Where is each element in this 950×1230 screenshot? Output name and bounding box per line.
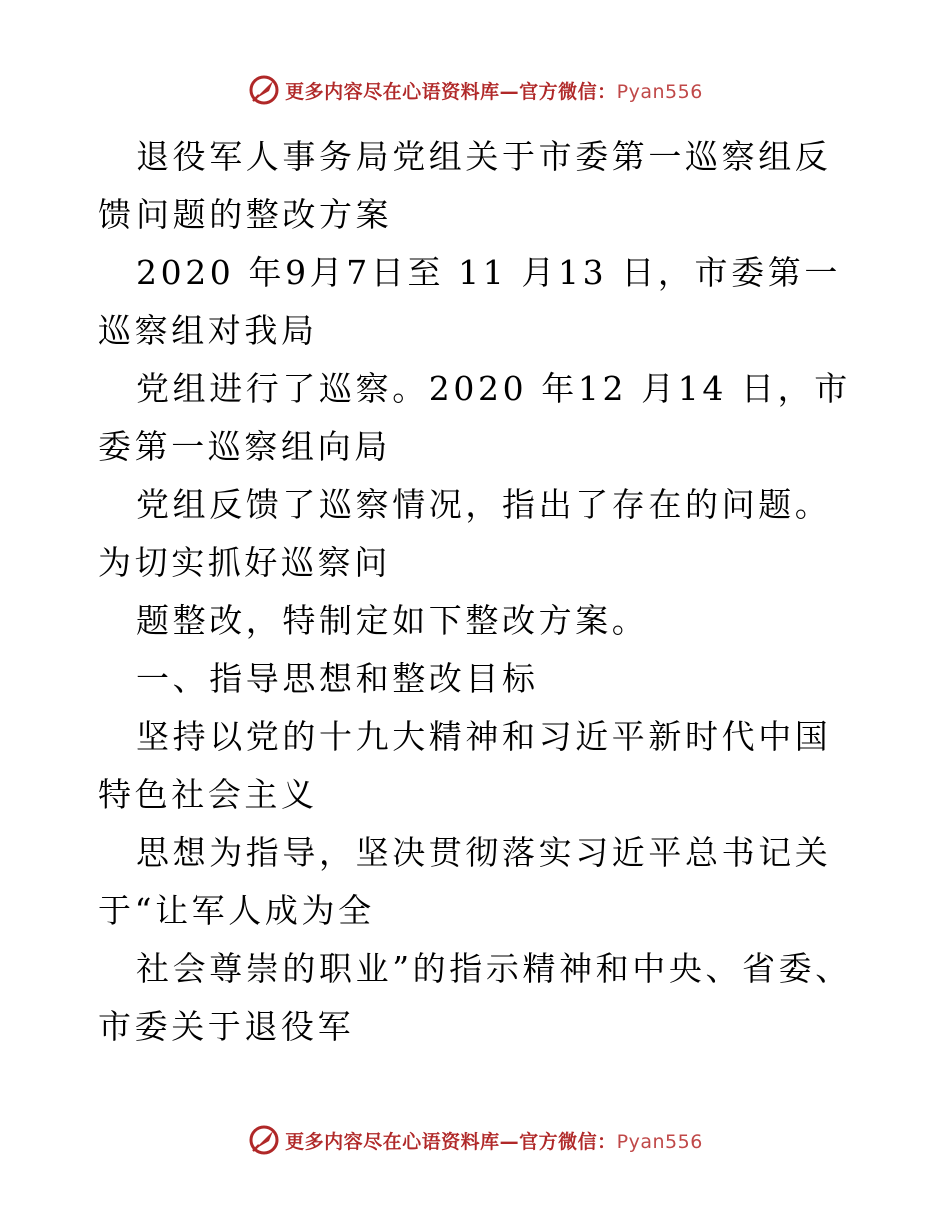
footer-watermark [0,1120,950,1160]
quill-logo-icon [247,73,281,107]
section-1-heading: 一、指导思想和整改目标 [136,659,539,698]
paragraph-5: 坚持以党的十九大精神和习近平新时代中国特色社会主义 [98,717,832,814]
paragraph-3: 党组反馈了巡察情况，指出了存在的问题。为切实抓好巡察问 [98,485,832,582]
watermark-text: 更多内容尽在心语资料库—官方微信：Pyan556 [285,1130,703,1153]
paragraph-6: 思想为指导，坚决贯彻落实习近平总书记关于“让军人成为全 [98,833,832,930]
paragraph-2: 党组进行了巡察。2020 年12 月14 日，市委第一巡察组向局 [98,369,851,466]
paragraph-7: 社会尊崇的职业”的指示精神和中央、省委、市委关于退役军 [98,949,852,1046]
paragraph-4: 题整改，特制定如下整改方案。 [136,601,649,640]
paragraph-1: 2020 年9月7日至 11 月13 日，市委第一巡察组对我局 [98,253,841,350]
quill-logo-icon [247,1123,281,1157]
header-watermark [0,70,950,110]
title-line-1: 退役军人事务局党组关于市委第一巡察组反馈 [98,137,832,234]
watermark-text: 更多内容尽在心语资料库—官方微信：Pyan556 [285,80,703,103]
title-line-2: 问题的整改方案 [136,195,393,234]
